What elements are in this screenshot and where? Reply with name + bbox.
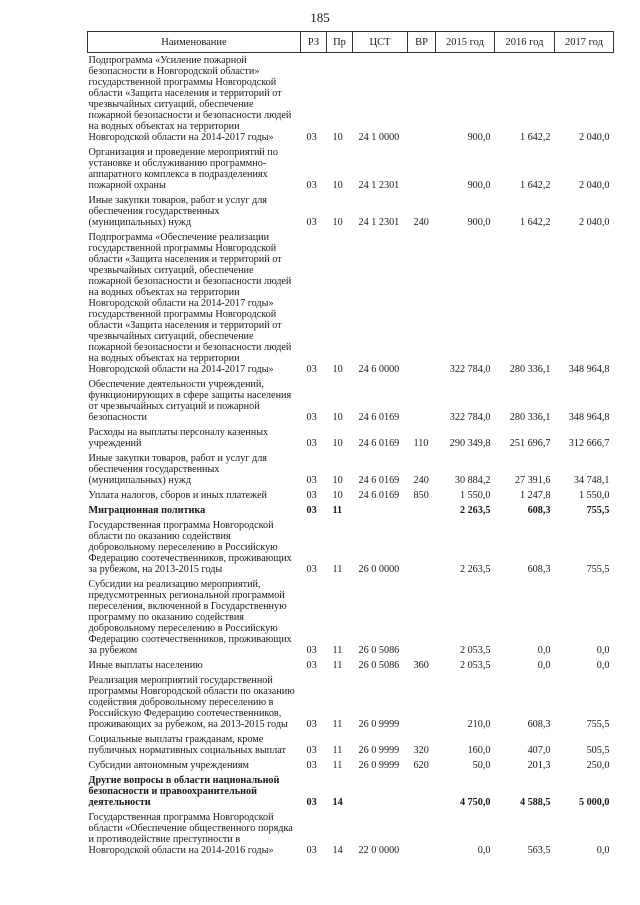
cell-pr: 10 [332,490,343,501]
cell-2015: 4 750,0 [459,797,491,808]
cell-2016: 608,3 [527,564,551,575]
cell-2016: 0,0 [537,645,551,656]
cell-cst: 24 6 0000 [358,364,400,375]
cell-2016: 1 642,2 [519,180,551,191]
cell-rz: 03 [306,438,317,449]
table-row [88,732,614,758]
cell-name: Миграционная политика [88,505,206,516]
cell-vr: 360 [413,660,429,671]
cell-name: Расходы на выплаты персоналу казенных учреждений [88,427,269,449]
cell-2017: 2 040,0 [578,180,610,191]
cell-pr: 11 [332,660,343,671]
cell-pr: 11 [332,645,343,656]
cell-2016: 280 336,1 [509,364,551,375]
cell-vr [408,673,436,732]
header-cst: ЦСТ [353,32,408,53]
table-row [88,377,614,425]
cell-2016: 1 642,2 [519,217,551,228]
cell-pr: 10 [332,412,343,423]
cell-2016: 4 588,5 [519,797,551,808]
header-2016: 2016 год [495,32,555,53]
cell-vr [408,577,436,658]
cell-2015: 2 053,5 [459,645,491,656]
table-row [88,425,614,451]
cell-2016: 407,0 [527,745,551,756]
cell-name: Подпрограмма «Усиление пожарной безопасности в Новгородской области» государственной программы Новгородской области «Защита населения и территорий от чрезвычайных ситуаций, обеспечение пожарной безопасности и безопасности людей на водных объектах на территории Новгородской области на 2014-2017 годы» [88,55,292,143]
cell-2015: 322 784,0 [449,412,491,423]
cell-cst: 26 0 5086 [358,645,400,656]
cell-cst: 22 0 0000 [358,845,400,856]
cell-name: Другие вопросы в области национальной безопасности и правоохранительной деятельности [88,775,280,808]
cell-vr: 850 [413,490,429,501]
cell-cst: 26 0 9999 [358,745,400,756]
cell-name: Иные закупки товаров, работ и услуг для обеспечения государственных (муниципальных) нужд [88,453,267,486]
cell-vr: 320 [413,745,429,756]
cell-name: Уплата налогов, сборов и иных платежей [88,490,267,501]
cell-2015: 0,0 [477,845,491,856]
cell-2017: 348 964,8 [568,412,610,423]
cell-rz: 03 [306,180,317,191]
cell-2017: 34 748,1 [573,475,610,486]
cell-2016: 280 336,1 [509,412,551,423]
cell-2016: 0,0 [537,660,551,671]
table-row [88,230,614,377]
cell-cst: 24 1 2301 [358,180,400,191]
cell-rz: 03 [306,845,317,856]
header-2017: 2017 год [555,32,614,53]
cell-rz: 03 [306,132,317,143]
cell-vr [408,53,436,146]
table-row [88,53,614,146]
table-row [88,488,614,503]
table-row [88,658,614,673]
table-row [88,503,614,518]
cell-pr: 14 [332,797,343,808]
cell-cst: 26 0 5086 [358,660,400,671]
cell-pr: 10 [332,180,343,191]
cell-rz: 03 [306,760,317,771]
cell-2017: 755,5 [586,719,610,730]
cell-2016: 1 642,2 [519,132,551,143]
cell-cst: 24 1 0000 [358,132,400,143]
cell-name: Субсидии на реализацию мероприятий, предусмотренных региональной программой переселения, включенной в Государственную программу по оказанию содействия добровольному переселению в Российскую Федерацию соотечественников, проживающих за рубежом [88,579,292,656]
cell-vr: 110 [413,438,429,449]
cell-2016: 608,3 [527,719,551,730]
table-row [88,673,614,732]
cell-cst [353,773,408,810]
cell-2017: 0,0 [596,845,610,856]
cell-2017: 312 666,7 [568,438,610,449]
cell-2017: 0,0 [596,645,610,656]
cell-rz: 03 [306,660,317,671]
cell-2016: 1 247,8 [519,490,551,501]
cell-2016: 563,5 [527,845,551,856]
cell-pr: 11 [332,564,343,575]
page-number: 185 [310,10,330,25]
cell-2017: 1 550,0 [578,490,610,501]
header-pr: Пр [327,32,353,53]
cell-2015: 1 550,0 [459,490,491,501]
cell-rz: 03 [306,564,317,575]
cell-2015: 322 784,0 [449,364,491,375]
cell-cst: 26 0 0000 [358,564,400,575]
cell-rz: 03 [306,412,317,423]
cell-pr: 11 [332,505,343,516]
header-vr: ВР [408,32,436,53]
cell-pr: 10 [332,475,343,486]
cell-pr: 11 [332,760,343,771]
cell-pr: 10 [332,364,343,375]
cell-pr: 11 [332,719,343,730]
cell-cst: 24 1 2301 [358,217,400,228]
cell-rz: 03 [306,719,317,730]
header-rz: РЗ [301,32,327,53]
cell-name: Государственная программа Новгородской области «Обеспечение общественного порядка и противодействие преступности в Новгородской области на 2014-2016 годы» [88,812,293,856]
cell-cst: 24 6 0169 [358,490,400,501]
table-body [88,53,614,859]
cell-vr [408,503,436,518]
cell-vr [408,230,436,377]
cell-cst: 26 0 9999 [358,760,400,771]
cell-2017: 2 040,0 [578,132,610,143]
cell-vr: 240 [413,475,429,486]
cell-name: Реализация мероприятий государственной программы Новгородской области по оказанию содействия добровольному переселению в Российскую Федерацию соотечественников, проживающих за рубежом, на 2013-2015 годы [88,675,295,730]
budget-table [87,31,614,858]
cell-cst: 26 0 9999 [358,719,400,730]
table-row [88,451,614,488]
cell-rz: 03 [306,745,317,756]
cell-name: Иные выплаты населению [88,660,203,671]
cell-2017: 5 000,0 [578,797,610,808]
cell-2017: 755,5 [586,505,610,516]
cell-2015: 210,0 [467,719,491,730]
cell-vr [408,773,436,810]
cell-name: Социальные выплаты гражданам, кроме публичных нормативных социальных выплат [88,734,286,756]
cell-name: Подпрограмма «Обеспечение реализации государственной программы Новгородской области «Защита населения и территорий от чрезвычайных ситуаций, обеспечение пожарной безопасности и безопасности людей на водных объектах на территории Новгородской области на 2014-2017 годы» государственной программы Новгородской области «Защита населения и территорий от чрезвычайных ситуаций, обеспечение пожарной безопасности и безопасности людей на водных объектах на территории Новгородской области на 2014-2017 годы» [88,232,292,375]
cell-cst [353,503,408,518]
cell-2015: 50,0 [472,760,491,771]
cell-2017: 2 040,0 [578,217,610,228]
cell-pr: 10 [332,438,343,449]
cell-vr [408,810,436,858]
cell-rz: 03 [306,217,317,228]
table-row [88,758,614,773]
cell-name: Организация и проведение мероприятий по установке и обслуживанию программно-аппаратного комплекса в подразделениях пожарной охраны [88,147,278,191]
cell-2015: 900,0 [467,132,491,143]
cell-vr: 240 [413,217,429,228]
cell-vr [408,145,436,193]
table-header [88,32,614,53]
cell-2015: 160,0 [467,745,491,756]
cell-2015: 290 349,8 [449,438,491,449]
cell-vr: 620 [413,760,429,771]
cell-2017: 755,5 [586,564,610,575]
cell-pr: 10 [332,217,343,228]
cell-rz: 03 [306,490,317,501]
table-row [88,145,614,193]
cell-2015: 30 884,2 [454,475,491,486]
cell-2017: 250,0 [586,760,610,771]
cell-name: Субсидии автономным учреждениям [88,760,249,771]
cell-cst: 24 6 0169 [358,412,400,423]
cell-name: Обеспечение деятельности учреждений, функционирующих в сфере защиты населения от чрезвычайных ситуаций и пожарной безопасности [88,379,292,423]
table-row [88,518,614,577]
cell-2016: 608,3 [527,505,551,516]
cell-cst: 24 6 0169 [358,438,400,449]
header-2015: 2015 год [436,32,495,53]
cell-name: Государственная программа Новгородской области по оказанию содействия добровольному переселению в Российскую Федерацию соотечественников, проживающих за рубежом, на 2013-2015 годы [88,520,292,575]
cell-vr [408,518,436,577]
cell-rz: 03 [306,505,317,516]
cell-2016: 251 696,7 [509,438,551,449]
table-row [88,577,614,658]
cell-2015: 2 263,5 [459,564,491,575]
cell-2015: 2 263,5 [459,505,491,516]
table-row [88,193,614,230]
cell-vr [408,377,436,425]
cell-2016: 27 391,6 [514,475,551,486]
cell-2015: 900,0 [467,180,491,191]
cell-2017: 0,0 [596,660,610,671]
cell-2017: 348 964,8 [568,364,610,375]
table-row [88,810,614,858]
cell-name: Иные закупки товаров, работ и услуг для обеспечения государственных (муниципальных) нужд [88,195,267,228]
header-name: Наименование [88,32,301,53]
table-row [88,773,614,810]
cell-cst: 24 6 0169 [358,475,400,486]
cell-rz: 03 [306,364,317,375]
cell-2017: 505,5 [586,745,610,756]
cell-pr: 14 [332,845,343,856]
cell-pr: 10 [332,132,343,143]
cell-pr: 11 [332,745,343,756]
cell-2015: 2 053,5 [459,660,491,671]
cell-2016: 201,3 [527,760,551,771]
cell-rz: 03 [306,475,317,486]
cell-rz: 03 [306,797,317,808]
cell-2015: 900,0 [467,217,491,228]
cell-rz: 03 [306,645,317,656]
